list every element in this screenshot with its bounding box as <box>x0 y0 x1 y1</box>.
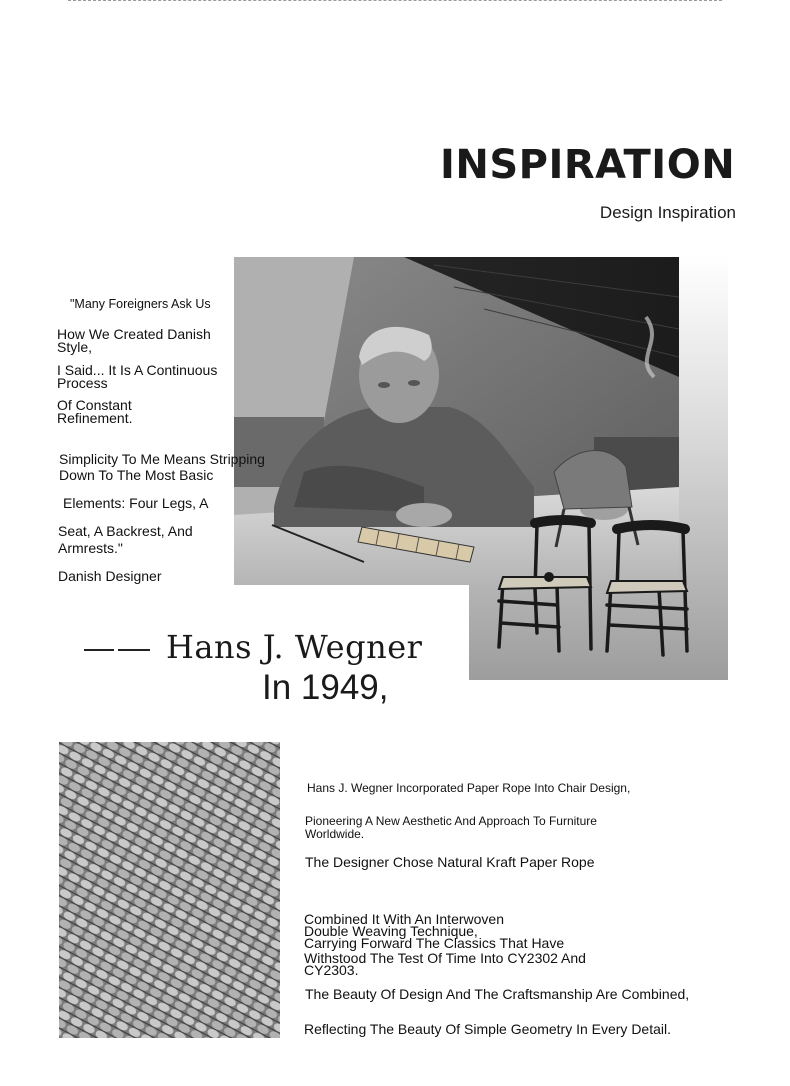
story-line-6: Double Weaving Technique, <box>304 923 478 939</box>
story-line-11: Reflecting The Beauty Of Simple Geometry In Every Detail. <box>304 1021 672 1037</box>
story-line-4: The Designer Chose Natural Kraft Paper Rope <box>305 854 595 870</box>
quote-line-4: I Said... It Is A Continuous <box>57 362 218 378</box>
designer-year: In 1949, <box>262 668 389 707</box>
quote-line-5: Process <box>57 375 108 391</box>
quote-line-7: Refinement. <box>57 410 133 426</box>
story-line-8: Withstood The Test Of Time Into CY2302 And <box>304 950 586 966</box>
name-dash-left <box>84 649 114 651</box>
quote-line-9: Down To The Most Basic <box>59 467 214 483</box>
paper-rope-texture-photo <box>59 742 280 1038</box>
story-line-7: Carrying Forward The Classics That Have <box>304 935 565 951</box>
page-subtitle: Design Inspiration <box>599 203 736 222</box>
story-line-2: Pioneering A New Aesthetic And Approach To Furniture <box>305 814 597 828</box>
page-title: INSPIRATION <box>440 142 736 188</box>
story-line-10: The Beauty Of Design And The Craftsmanship Are Combined, <box>305 986 690 1002</box>
quote-line-3: Style, <box>57 339 93 355</box>
story-line-3: Worldwide. <box>305 827 365 841</box>
quote-line-1: "Many Foreigners Ask Us <box>70 297 211 311</box>
designer-name: Hans J. Wegner <box>166 628 423 666</box>
story-line-5: Combined It With An Interwoven <box>304 911 504 927</box>
chairs-product-photo <box>469 505 728 680</box>
quote-line-12: Armrests." <box>58 540 123 556</box>
quote-attribution: Danish Designer <box>58 568 162 584</box>
quote-line-8: Simplicity To Me Means Stripping <box>59 451 265 467</box>
name-dash-right <box>118 649 150 651</box>
quote-line-11: Seat, A Backrest, And <box>58 523 193 539</box>
story-line-9: CY2303. <box>304 962 359 978</box>
story-line-1: Hans J. Wegner Incorporated Paper Rope Into Chair Design, <box>307 781 631 795</box>
quote-line-2: How We Created Danish <box>57 326 211 342</box>
quote-line-10: Elements: Four Legs, A <box>63 495 209 511</box>
quote-line-6: Of Constant <box>57 397 132 413</box>
top-dashed-divider <box>68 0 722 1</box>
